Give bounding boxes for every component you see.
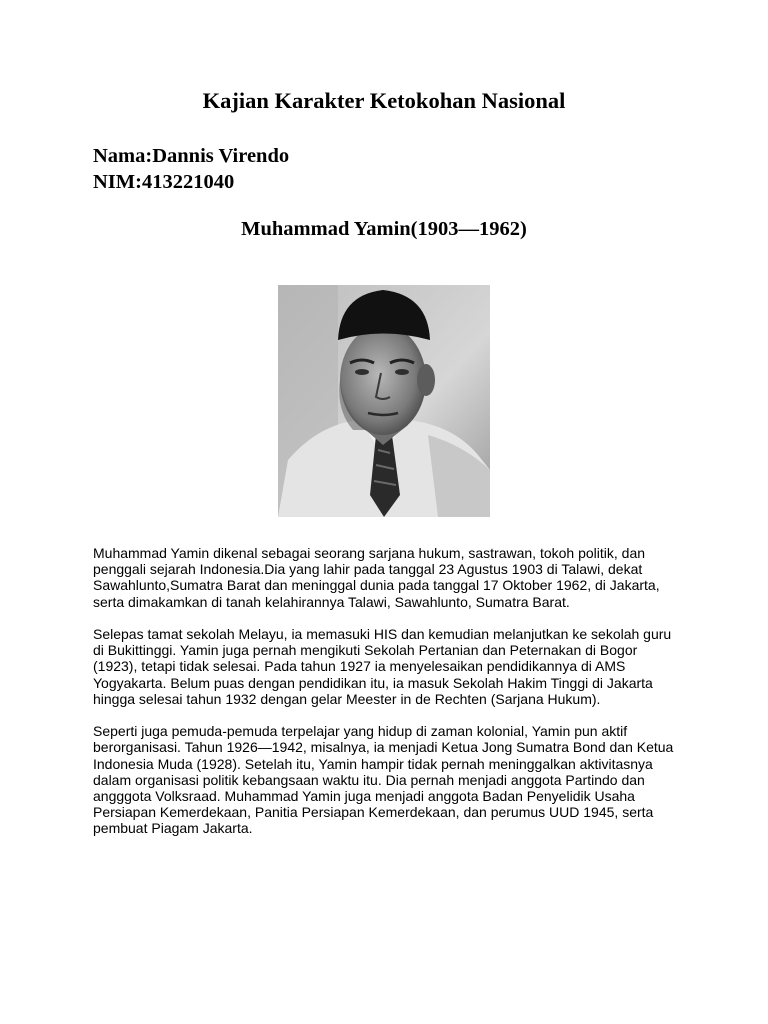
- biography-text: [93, 545, 683, 853]
- portrait-photo: [278, 285, 490, 517]
- student-info: [93, 143, 289, 195]
- subject-heading: Muhammad Yamin(1903—1962): [241, 218, 527, 240]
- paragraph: Seperti juga pemuda-pemuda terpelajar yang hidup di zaman kolonial, Yamin pun aktif berorganisasi. Tahun 1926—1942, misalnya, ia menjadi Ketua Jong Sumatra Bond dan Ketua Indonesia Muda (1928). Setelah itu, Yamin hampir tidak pernah meninggalkan aktivitasnya dalam organisasi politik kebangsaan waktu itu. Dia pernah menjadi anggota Partindo dan angggota Volksraad. Muhammad Yamin juga menjadi anggota Badan Penyelidik Usaha Persiapan Kemerdekaan, Panitia Persiapan Kemerdekaan, dan perumus UUD 1945, serta pembuat Piagam Jakarta.: [93, 723, 674, 837]
- paragraph: Muhammad Yamin dikenal sebagai seorang sarjana hukum, sastrawan, tokoh politik, dan penggali sejarah Indonesia.Dia yang lahir pada tanggal 23 Agustus 1903 di Talawi, dekat Sawahlunto,Sumatra Barat dan meninggal dunia pada tanggal 17 Oktober 1962, di Jakarta, serta dimakamkan di tanah kelahirannya Talawi, Sawahlunto, Sumatra Barat.: [93, 545, 660, 610]
- document-title: Kajian Karakter Ketokohan Nasional: [202, 88, 566, 113]
- student-nim: NIM:413221040: [93, 171, 235, 193]
- student-name: Nama:Dannis Virendo: [93, 145, 290, 167]
- paragraph: Selepas tamat sekolah Melayu, ia memasuki HIS dan kemudian melanjutkan ke sekolah guru di Bukittinggi. Yamin juga pernah mengikuti Sekolah Pertanian dan Peternakan di Bogor (1923), tetapi tidak selesai. Pada tahun 1927 ia menyelesaikan pendidikannya di AMS Yogyakarta. Belum puas dengan pendidikan itu, ia masuk Sekolah Hakim Tinggi di Jakarta hingga selesai tahun 1932 dengan gelar Meester in de Rechten (Sarjana Hukum).: [93, 626, 672, 707]
